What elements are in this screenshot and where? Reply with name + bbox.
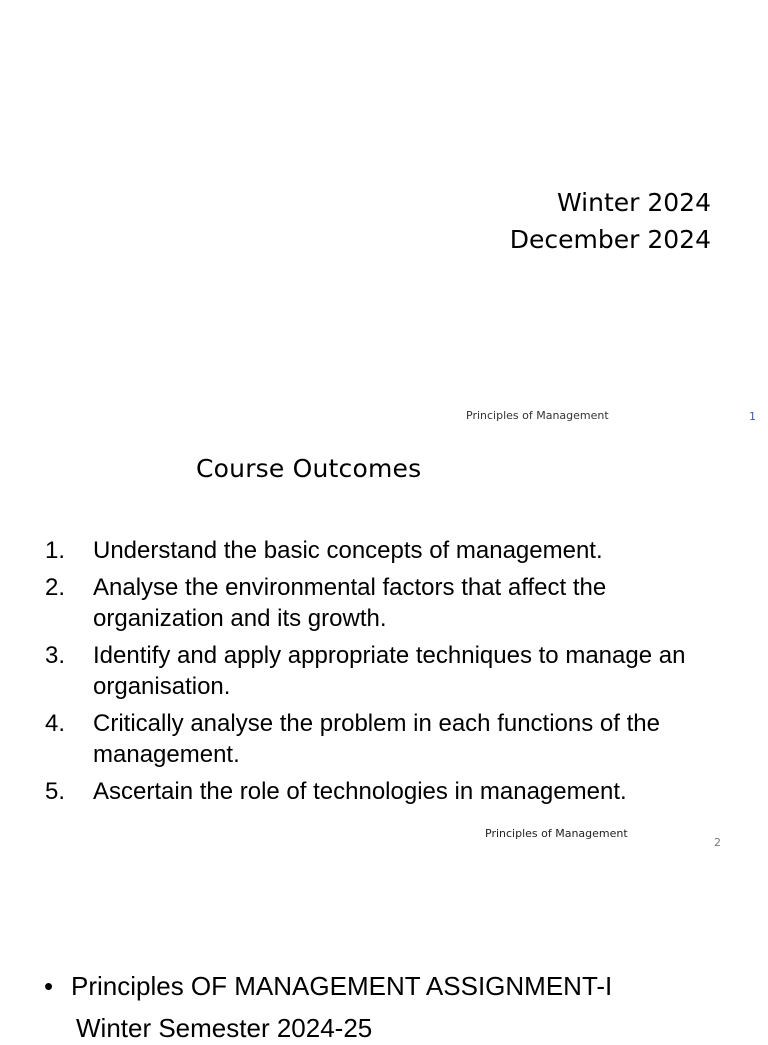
outcome-number: 5. — [45, 778, 66, 805]
outcome-item — [0, 776, 768, 807]
outcome-text: Analyse the environmental factors that affect the organization and its growth. — [93, 574, 607, 632]
outcome-number: 1. — [45, 537, 66, 564]
slide-2-page-number: 2 — [714, 836, 721, 849]
bullet-icon: • — [44, 971, 54, 1001]
outcome-number: 3. — [45, 642, 66, 669]
date-block — [510, 184, 711, 258]
outcome-text: Ascertain the role of technologies in management. — [93, 778, 627, 805]
outcome-item — [0, 572, 768, 634]
outcome-text: Identify and apply appropriate techniques to manage an organisation. — [93, 642, 686, 700]
assignment-heading-text: Principles OF MANAGEMENT ASSIGNMENT-I — [71, 971, 613, 1001]
date-line-1: Winter 2024 — [557, 188, 711, 217]
semester-line: Winter Semester 2024-25 — [76, 1013, 373, 1043]
outcome-item — [0, 535, 768, 566]
assignment-heading — [44, 969, 612, 1003]
outcome-number: 2. — [45, 574, 66, 601]
outcome-text: Understand the basic concepts of management. — [93, 537, 603, 564]
outcome-number: 4. — [45, 710, 66, 737]
slide-1-page-number: 1 — [749, 410, 756, 423]
slide-1-footer: Principles of Management — [466, 409, 609, 422]
course-outcomes-list — [0, 535, 768, 813]
outcome-item — [0, 708, 768, 770]
course-outcomes-title: Course Outcomes — [196, 454, 422, 483]
slide-2-footer: Principles of Management — [485, 827, 628, 840]
date-line-2: December 2024 — [509, 225, 711, 254]
outcome-text: Critically analyse the problem in each functions of the management. — [93, 710, 660, 768]
outcome-item — [0, 640, 768, 702]
